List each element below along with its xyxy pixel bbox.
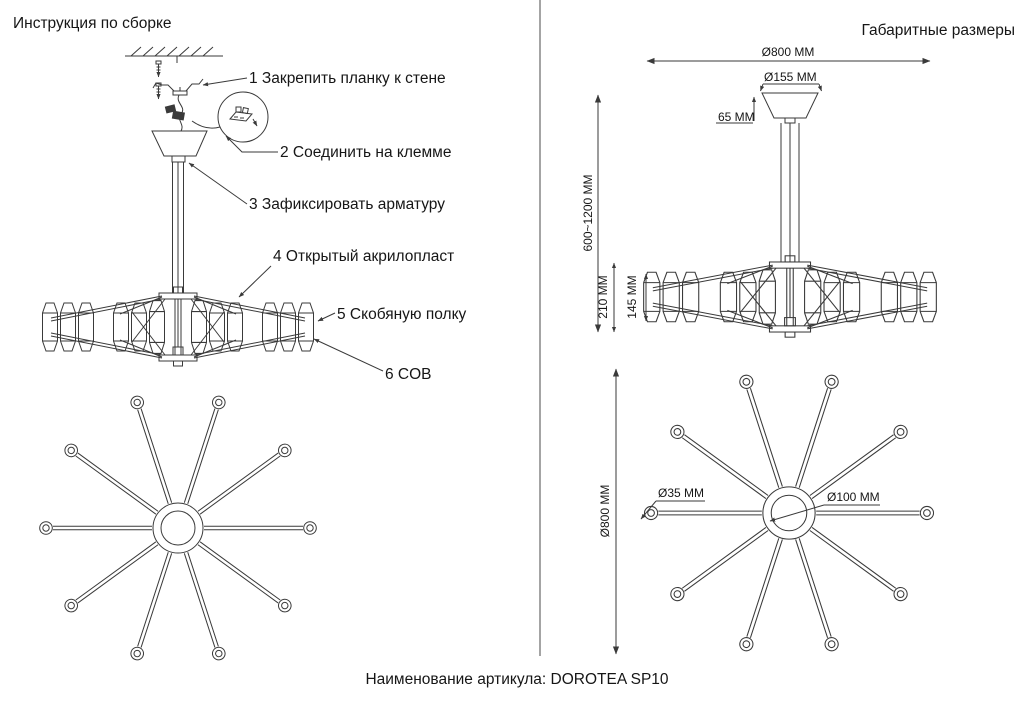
dimension-lines (598, 61, 930, 654)
article-label: Наименование артикула: DOROTEA SP10 (365, 671, 669, 688)
mounting-bracket (153, 79, 203, 95)
dim-leader-hub (770, 505, 824, 521)
dim-canopy-diameter: Ø155 MM (764, 70, 817, 84)
dim-diffuser-height: 145 MM (625, 275, 639, 319)
leader-step-1 (203, 78, 247, 85)
dim-overall-diameter: Ø800 MM (761, 45, 815, 59)
chandelier-top-view-right (644, 374, 933, 653)
dim-body-height: 210 MM (596, 275, 610, 319)
leader-step-5 (318, 313, 335, 321)
dim-suspension-height: 600~1200 MM (581, 174, 595, 252)
leader-step-2 (226, 136, 278, 152)
step-label-5: 5 Скобяную полку (337, 306, 467, 323)
step-label-1: 1 Закрепить планку к стене (249, 70, 446, 87)
dim-top-overall-diameter: Ø800 MM (598, 484, 612, 538)
stem-left (173, 162, 184, 293)
leader-step-6 (314, 339, 383, 371)
step-label-3: 3 Зафиксировать арматуру (249, 196, 445, 213)
dim-canopy-height: 65 MM (718, 110, 755, 124)
terminal-detail-bubble (192, 92, 268, 142)
dim-end-cap-diameter: Ø35 MM (658, 486, 705, 500)
page-title-right: Габаритные размеры (861, 22, 1015, 39)
screw-icon (156, 83, 161, 99)
leader-step-3 (189, 163, 247, 204)
canopy-left (152, 131, 207, 162)
chandelier-side-view-left (43, 287, 314, 366)
ceiling-hatch (125, 47, 223, 63)
leader-step-4 (239, 266, 271, 297)
dim-leader-end-cap (641, 501, 656, 519)
step-label-2: 2 Соединить на клемме (280, 144, 452, 161)
chandelier-top-view-left (40, 395, 317, 662)
screw-icons (156, 61, 161, 99)
step-label-6: 6 COB (385, 366, 432, 383)
dim-hub-diameter: Ø100 MM (827, 490, 880, 504)
canopy-right (762, 93, 818, 123)
screw-icon (156, 61, 161, 77)
wire-and-clamp (165, 95, 184, 131)
page-title-left: Инструкция по сборке (13, 15, 172, 32)
step-label-4: 4 Открытый акрилопласт (273, 248, 455, 265)
stem-right (781, 123, 799, 262)
chandelier-side-view-right (644, 256, 937, 337)
